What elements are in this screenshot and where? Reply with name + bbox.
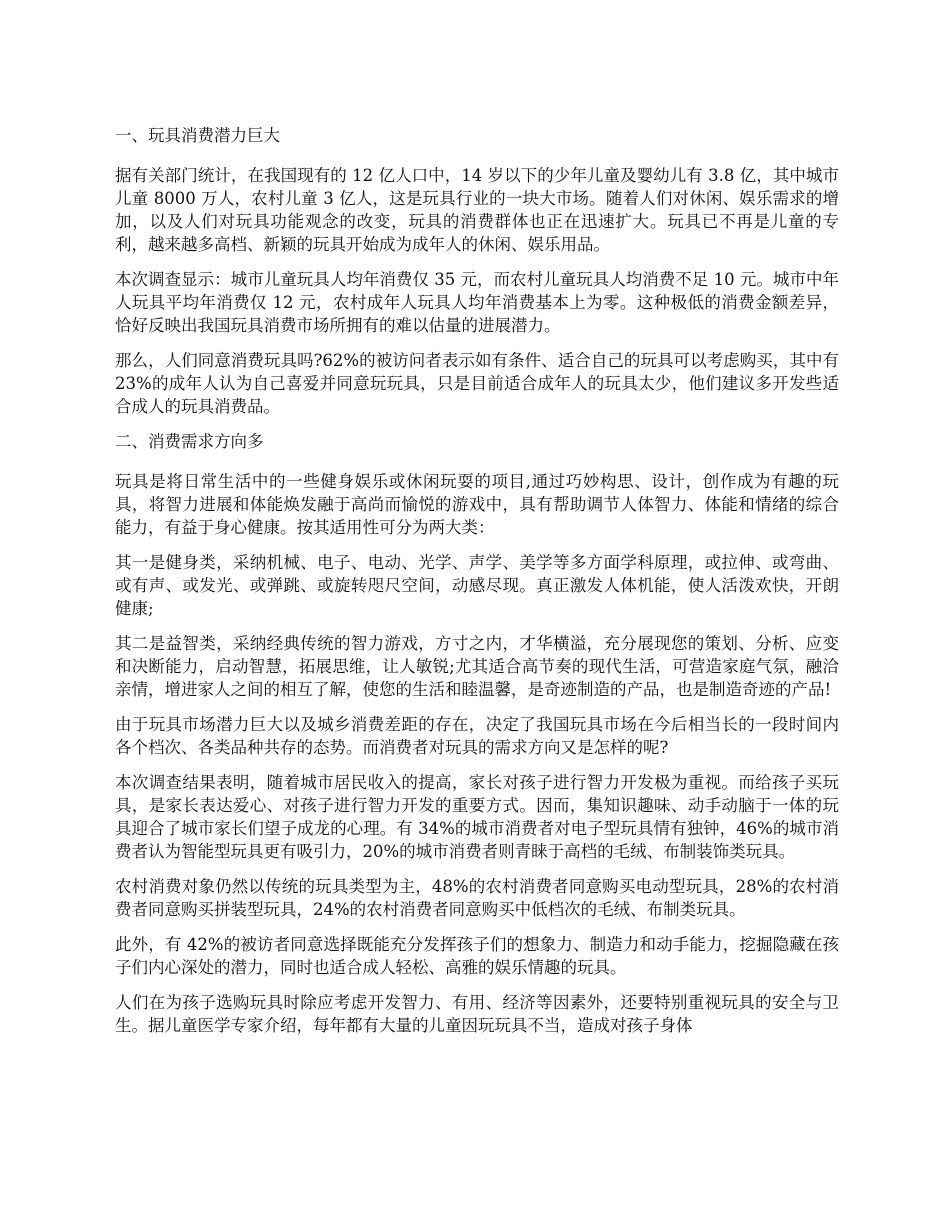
paragraph: 本次调查结果表明，随着城市居民收入的提高，家长对孩子进行智力开发极为重视。而给孩子买玩具，是家长表达爱心、对孩子进行智力开发的重要方式。因而，集知识趣味、动手动脑于一体的玩具迎合了城市家长们望子成龙的心理。有 34%的城市消费者对电子型玩具情有独钟，46%的城市消费者认为智能型玩具更有吸引力，20%的城市消费者则青睐于高档的毛绒、布制装饰类玩具。 <box>115 773 839 861</box>
paragraph: 本次调查显示：城市儿童玩具人均年消费仅 35 元，而农村儿童玩具人均消费不足 10 元。城市中年人玩具平均年消费仅 12 元，农村成年人玩具人均年消费基本上为零。这种极低的消费金额差异，恰好反映出我国玩具消费市场所拥有的难以估量的进展潜力。 <box>115 270 839 335</box>
paragraph: 由于玩具市场潜力巨大以及城乡消费差距的存在，决定了我国玩具市场在今后相当长的一段时间内各个档次、各类品种共存的态势。而消费者对玩具的需求方向又是怎样的呢? <box>115 715 839 757</box>
paragraph: 农村消费对象仍然以传统的玩具类型为主，48%的农村消费者同意购买电动型玩具，28%的农村消费者同意购买拼装型玩具，24%的农村消费者同意购买中低档次的毛绒、布制类玩具。 <box>115 877 839 919</box>
paragraph: 人们在为孩子选购玩具时除应考虑开发智力、有用、经济等因素外，还要特别重视玩具的安全与卫生。据儿童医学专家介绍，每年都有大量的儿童因玩玩具不当，造成对孩子身体 <box>115 993 839 1035</box>
paragraph: 据有关部门统计，在我国现有的 12 亿人口中，14 岁以下的少年儿童及婴幼儿有 3.8 亿，其中城市儿童 8000 万人，农村儿童 3 亿人，这是玩具行业的一块大市场。随着人们对休闲、娱乐需求的增加，以及人们对玩具功能观念的改变，玩具的消费群体也正在迅速扩大。玩具已不再是儿童的专利，越来越多高档、新颖的玩具开始成为成年人的休闲、娱乐用品。 <box>115 166 839 254</box>
paragraph: 此外，有 42%的被访者同意选择既能充分发挥孩子们的想象力、制造力和动手能力，挖掘隐藏在孩子们内心深处的潜力，同时也适合成人轻松、高雅的娱乐情趣的玩具。 <box>115 935 839 977</box>
paragraph: 其二是益智类，采纳经典传统的智力游戏，方寸之内，才华横溢，充分展现您的策划、分析、应变和决断能力，启动智慧，拓展思维，让人敏锐;尤其适合高节奏的现代生活，可营造家庭气氛，融洽亲情，增进家人之间的相互了解，使您的生活和睦温馨，是奇迹制造的产品，也是制造奇迹的产品! <box>115 634 839 699</box>
document-page <box>115 118 839 1049</box>
section-heading-2: 二、消费需求方向多 <box>115 432 264 451</box>
paragraph: 其一是健身类，采纳机械、电子、电动、光学、声学、美学等多方面学科原理，或拉伸、或弯曲、或有声、或发光、或弹跳、或旋转咫尺空间，动感尽现。真正激发人体机能，使人活泼欢快，开朗健康; <box>115 553 839 618</box>
paragraph: 玩具是将日常生活中的一些健身娱乐或休闲玩耍的项目,通过巧妙构思、设计，创作成为有趣的玩具，将智力进展和体能焕发融于高尚而愉悦的游戏中，具有帮助调节人体智力、体能和情绪的综合能力，有益于身心健康。按其适用性可分为两大类： <box>115 472 839 537</box>
section-heading-1: 一、玩具消费潜力巨大 <box>115 126 280 145</box>
paragraph: 那么，人们同意消费玩具吗?62%的被访问者表示如有条件、适合自己的玩具可以考虑购买，其中有 23%的成年人认为自己喜爱并同意玩玩具，只是目前适合成年人的玩具太少，他们建议多开发些适合成人的玩具消费品。 <box>115 351 839 416</box>
